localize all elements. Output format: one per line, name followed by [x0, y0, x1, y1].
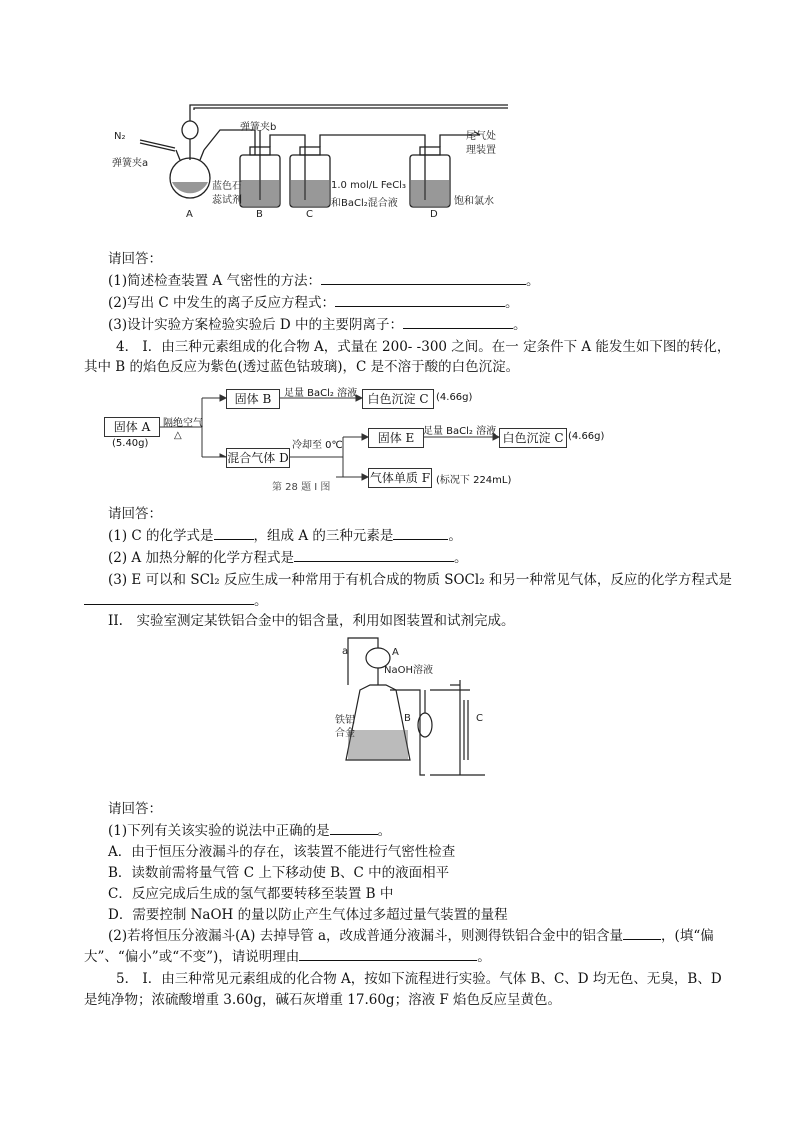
q5-line1: 5． I．由三种常见元素组成的化合物 A，按如下流程进行实验。气体 B、C、D 均无色、无臭，B、D	[116, 971, 722, 987]
chlorine-water-label: 饱和氯水	[454, 196, 494, 207]
c-solution-label-1: 1.0 mol/L FeCl₃	[331, 180, 406, 191]
apparatus-figure-2	[330, 630, 500, 780]
tube-c-label: C	[476, 713, 483, 724]
box-precipitate-c1: 白色沉淀 C	[362, 389, 434, 409]
c-solution-label-2: 和BaCl₂混合液	[331, 198, 398, 209]
q4-intro-line1: 4． I．由三种元素组成的化合物 A，式量在 200- -300 之间。在一 定条件下 A 能发生如下图的转化，	[116, 339, 731, 355]
reagent-bacl2-1: 足量 BaCl₂ 溶液	[284, 388, 358, 399]
please-answer-4: 请回答：	[108, 506, 162, 522]
litmus-label-1: 蓝色石	[212, 181, 242, 192]
reagent-bacl2-2: 足量 BaCl₂ 溶液	[423, 426, 497, 437]
naoh-label: NaOH溶液	[384, 665, 433, 676]
box-solid-b: 固体 B	[226, 389, 280, 409]
please-answer-3: 请回答：	[108, 251, 162, 267]
answer-blank[interactable]	[330, 822, 378, 835]
volume-f: (标况下 224mL)	[436, 475, 512, 486]
clamp-b-label: 弹簧夹b	[240, 122, 277, 133]
box-solid-e: 固体 E	[368, 428, 424, 448]
option-a: A．由于恒压分液漏斗的存在，该装置不能进行气密性检查	[108, 844, 456, 860]
q4-item-3: (3) E 可以和 SCl₂ 反应生成一种常用于有机合成的物质 SOCl₂ 和另一种常见气体，反应的化学方程式是	[108, 572, 732, 588]
q4-part2-item-2: (2)若将恒压分液漏斗(A) 去掉导管 a，改成普通分液漏斗，则测得铁铝合金中的铝含量 ，(填“偏	[108, 928, 714, 944]
q5-line2: 是纯净物；浓硫酸增重 3.60g，碱石灰增重 17.60g；溶液 F 焰色反应呈黄色。	[84, 992, 562, 1008]
answer-blank[interactable]	[84, 592, 254, 605]
answer-blank[interactable]	[393, 527, 448, 540]
box-mixed-gas-d: 混合气体 D	[226, 448, 290, 468]
condition-isolate-air: 隔绝空气	[163, 418, 203, 429]
answer-blank[interactable]	[403, 316, 513, 329]
q4-item-3-cont: 。	[84, 589, 268, 609]
q4-part2-item-2-cont: 大”、“偏小”或“不变”)，请说明理由 。	[84, 949, 491, 965]
mass-c2: (4.66g)	[568, 431, 605, 442]
funnel-a-label: A	[392, 647, 399, 658]
q4-item-1: (1) C 的化学式是 ，组成 A 的三种元素是 。	[108, 528, 462, 544]
mass-c1: (4.66g)	[436, 392, 473, 403]
cool-condition: 冷却至 0℃	[292, 440, 343, 451]
box-gas-f: 气体单质 F	[368, 468, 432, 488]
please-answer-4b: 请回答：	[108, 801, 162, 817]
mass-a: (5.40g)	[112, 438, 149, 449]
clamp-a-label: 弹簧夹a	[112, 158, 149, 169]
q4-intro-line2: 其中 B 的焰色反应为紫色(透过蓝色钴玻璃)，C 是不溶于酸的白色沉淀。	[84, 359, 520, 375]
option-b: B．读数前需将量气管 C 上下移动使 B、C 中的液面相平	[108, 865, 450, 881]
answer-blank[interactable]	[294, 549, 454, 562]
tail-gas-label-1: 尾气处	[466, 131, 496, 142]
n2-label: N₂	[114, 131, 126, 142]
alloy-label-2: 合金	[335, 728, 355, 739]
answer-blank[interactable]	[321, 272, 526, 285]
alloy-label-1: 铁铝	[335, 715, 355, 726]
tube-a-label: a	[342, 646, 349, 657]
apparatus-figure-1	[110, 100, 510, 225]
answer-blank[interactable]	[299, 948, 477, 961]
label-a: A	[186, 209, 193, 220]
flowchart-caption: 第 28 题 I 图	[272, 482, 331, 493]
tube-b-label: B	[404, 713, 411, 724]
answer-blank[interactable]	[214, 527, 254, 540]
heat-symbol: △	[174, 430, 182, 441]
q4-item-2: (2) A 加热分解的化学方程式是 。	[108, 550, 468, 566]
q3-item-3: (3)设计实验方案检验实验后 D 中的主要阴离子： 。	[108, 317, 527, 333]
tail-gas-label-2: 理装置	[466, 145, 496, 156]
option-c: C．反应完成后生成的氢气都要转移至装置 B 中	[108, 886, 394, 902]
label-d: D	[430, 209, 438, 220]
q4-part2-item-1: (1)下列有关该实验的说法中正确的是 。	[108, 823, 392, 839]
q3-item-2: (2)写出 C 中发生的离子反应方程式： 。	[108, 295, 519, 311]
answer-blank[interactable]	[623, 927, 661, 940]
box-solid-a: 固体 A	[104, 417, 160, 437]
litmus-label-2: 蕊试剂	[212, 195, 242, 206]
q4-part2-intro: II. 实验室测定某铁铝合金中的铝含量，利用如图装置和试剂完成。	[108, 613, 515, 629]
label-c: C	[306, 209, 313, 220]
option-d: D．需要控制 NaOH 的量以防止产生气体过多超过量气装置的量程	[108, 907, 508, 923]
answer-blank[interactable]	[335, 294, 505, 307]
label-b: B	[256, 209, 263, 220]
box-precipitate-c2: 白色沉淀 C	[499, 428, 567, 448]
q3-item-1: (1)简述检查装置 A 气密性的方法： 。	[108, 273, 540, 289]
